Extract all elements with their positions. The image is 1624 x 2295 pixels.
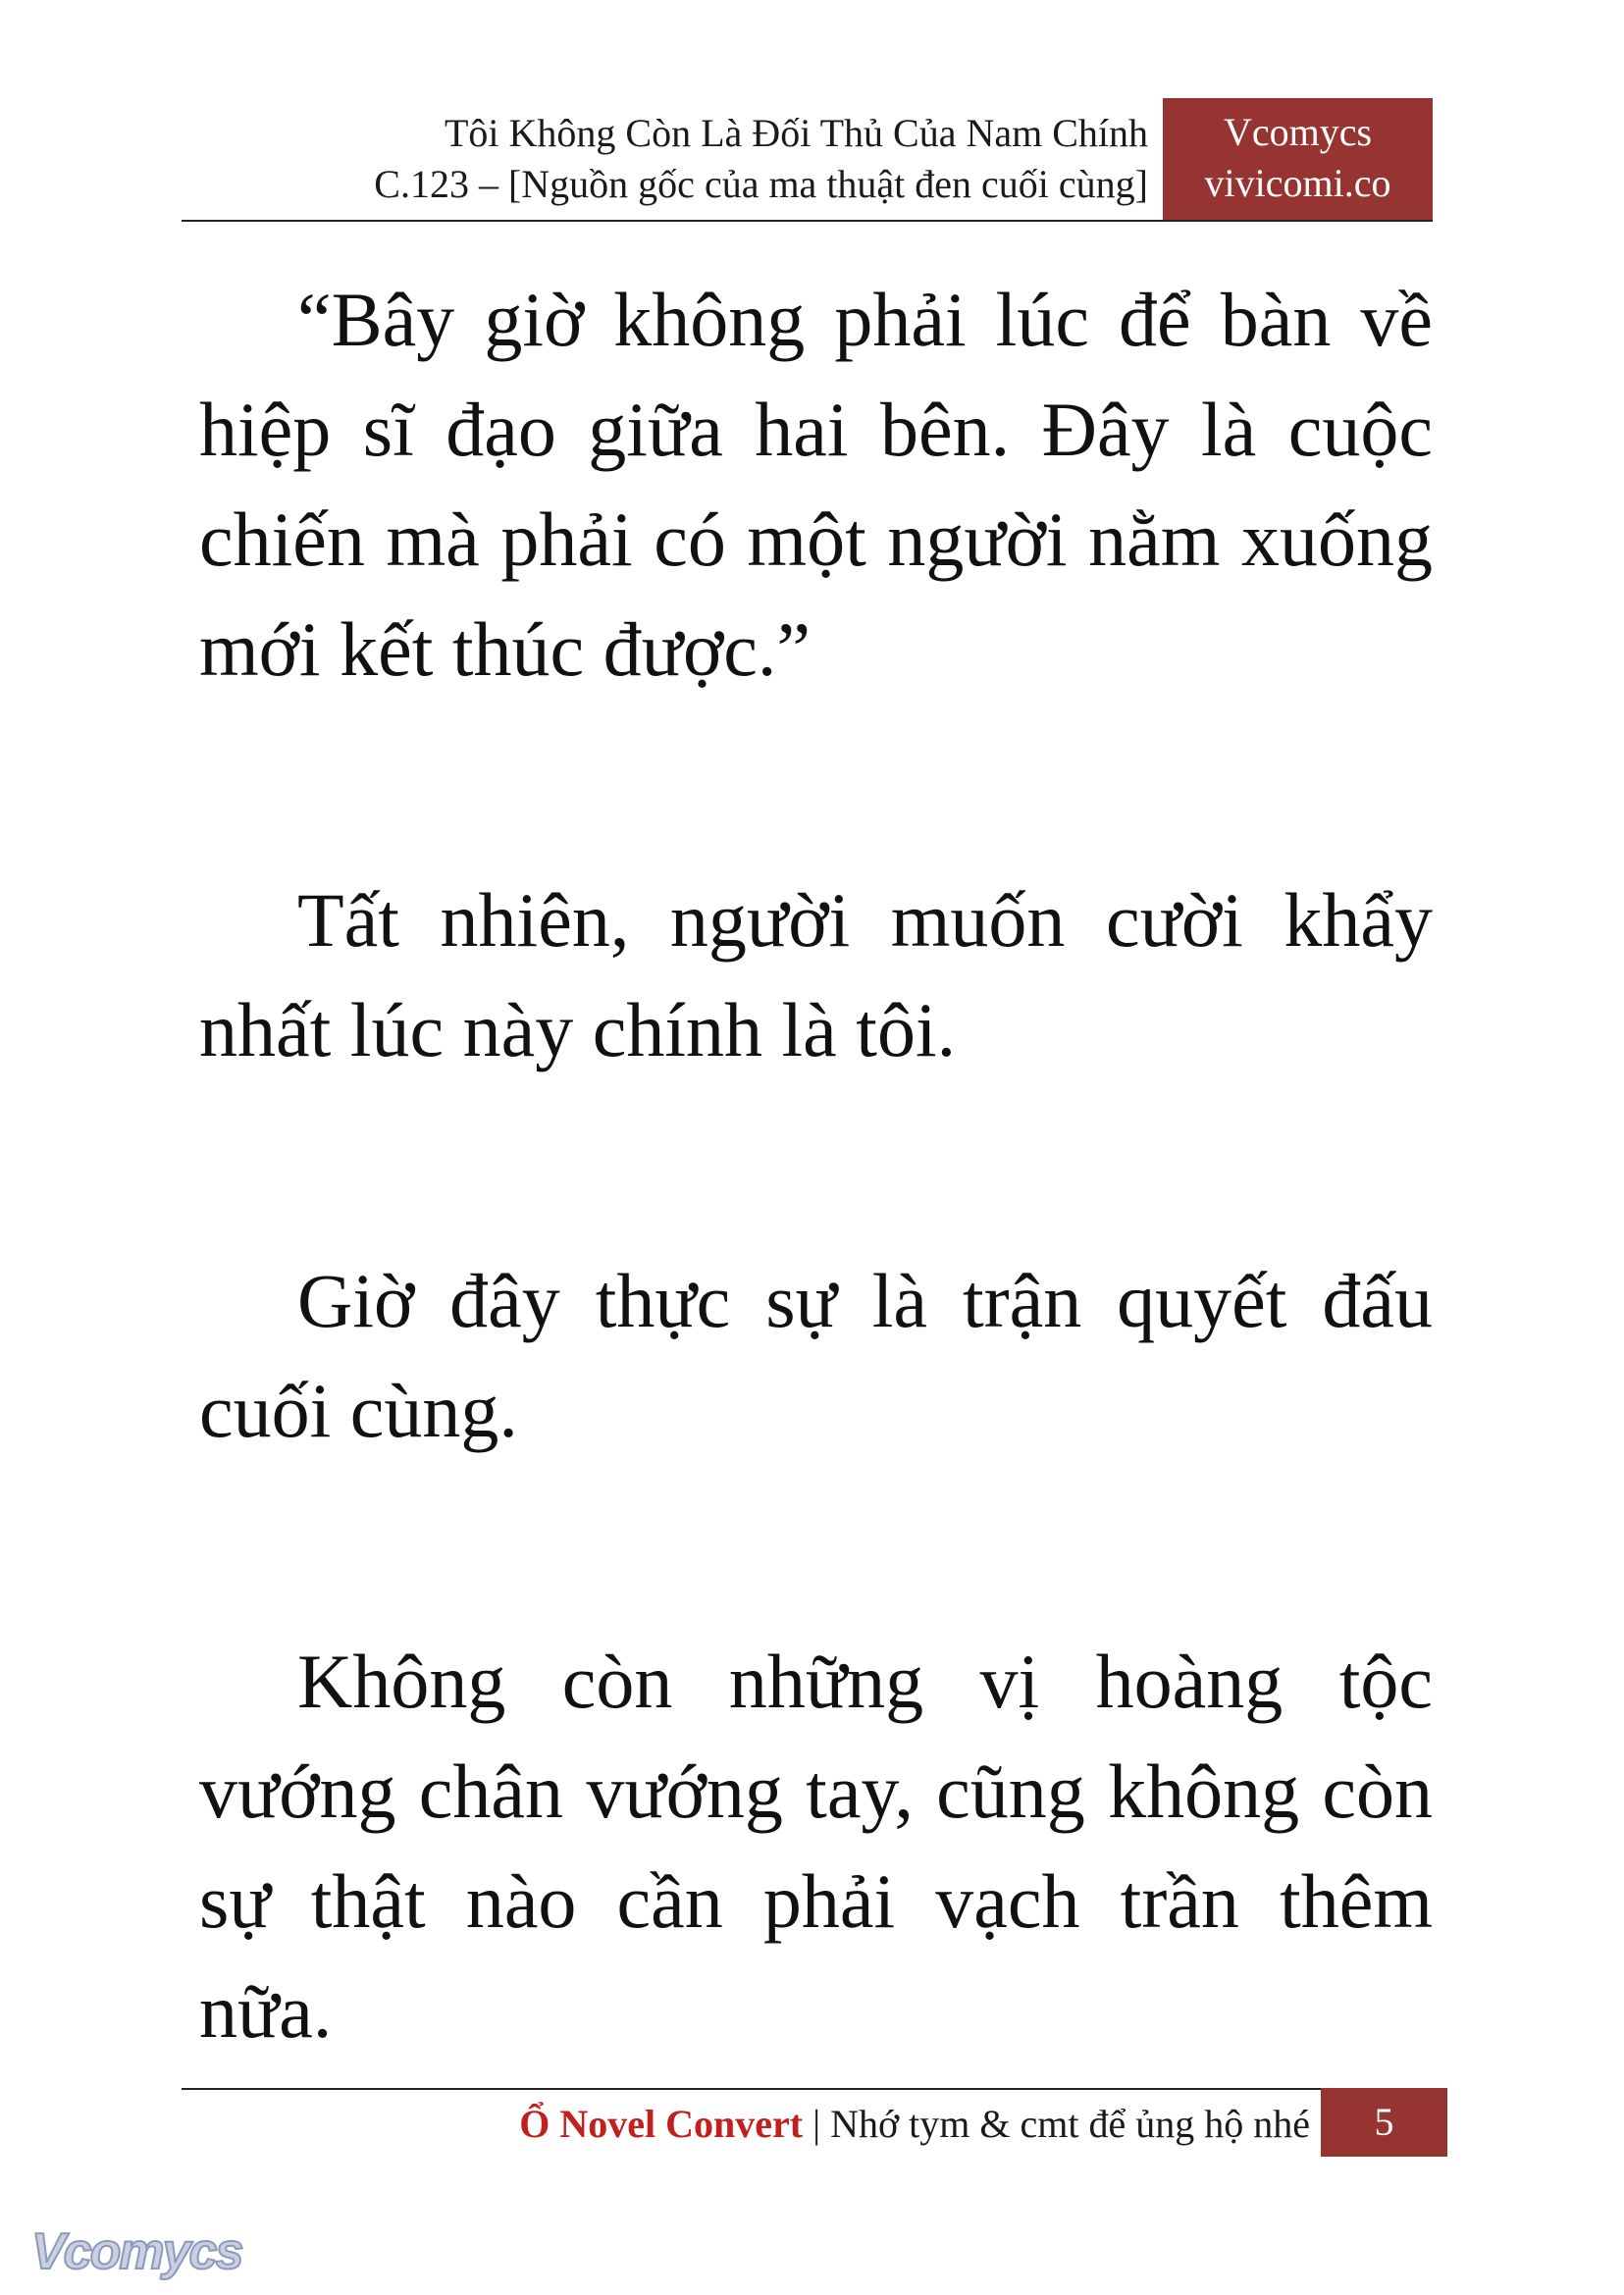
paragraph: “Bây giờ không phải lúc để bàn về hiệp sĩ đạo giữa hai bên. Đây là cuộc chiến mà phải có một người nằm xuống mới kết thúc được.” (199, 277, 1433, 692)
chapter-body (199, 265, 1433, 2066)
vcomycs-logo-watermark (27, 2217, 253, 2286)
footer-brand: Ổ Novel Convert (519, 2102, 804, 2146)
watermark-text: Vcomycs (31, 2223, 242, 2280)
paragraph: Không còn những vị hoàng tộc vướng chân vướng tay, cũng không còn sự thật nào cần phải vạch trần thêm nữa. (199, 1639, 1433, 2054)
book-title: Tôi Không Còn Là Đối Thủ Của Nam Chính (445, 111, 1148, 155)
footer-note (519, 2099, 1310, 2150)
site-url: vivicomi.co (1204, 161, 1391, 205)
site-name: Vcomycs (1223, 110, 1373, 154)
footer-message: Nhớ tym & cmt để ủng hộ nhé (830, 2102, 1310, 2146)
page-header (182, 98, 1433, 220)
footer-divider (182, 2088, 1447, 2090)
paragraph: Tất nhiên, người muốn cười khẩy nhất lúc này chính là tôi. (199, 877, 1433, 1072)
header-divider (182, 220, 1433, 222)
paragraph: Giờ đây thực sự là trận quyết đấu cuối cùng. (199, 1258, 1433, 1453)
header-title-block (374, 108, 1148, 210)
site-badge (1163, 98, 1433, 220)
chapter-title: C.123 – [Nguồn gốc của ma thuật đen cuối cùng] (374, 162, 1148, 206)
page-number: 5 (1321, 2088, 1447, 2157)
footer-separator: | (803, 2102, 831, 2146)
